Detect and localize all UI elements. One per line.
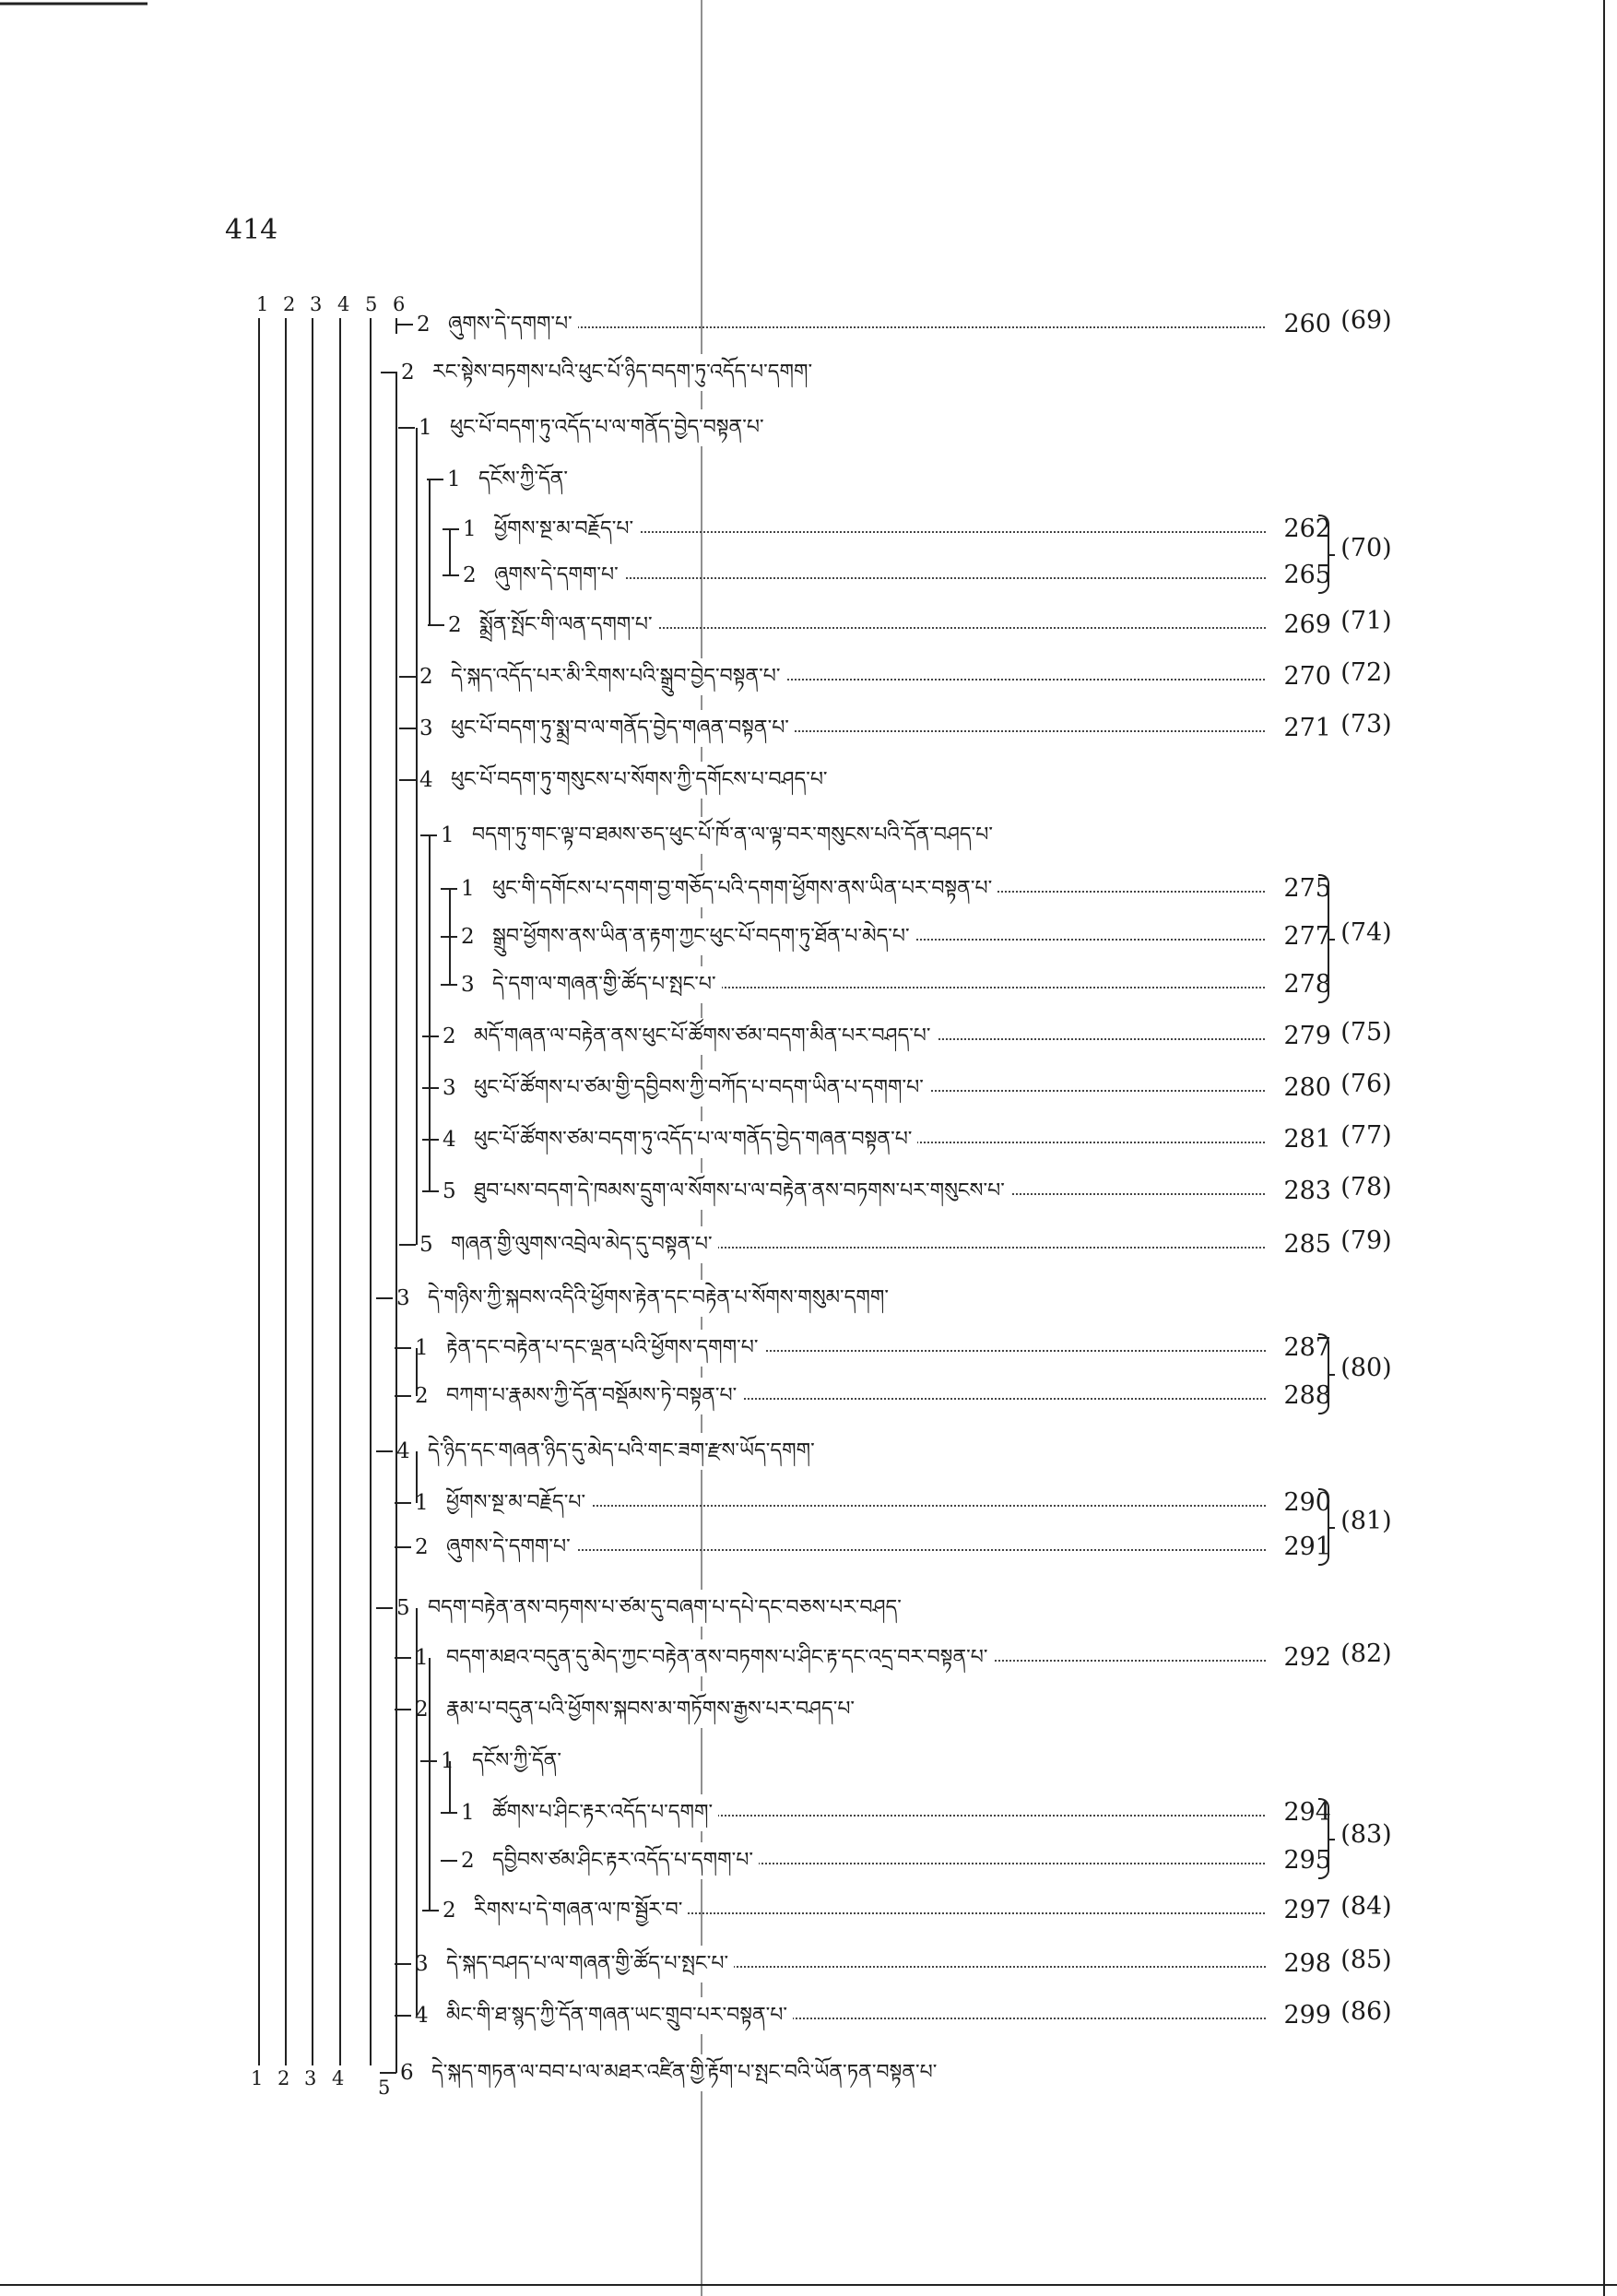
chapter-number: (79) (1340, 1226, 1392, 1255)
level-number: 6 (393, 293, 406, 315)
level-number: 3 (310, 293, 323, 315)
page-reference: 295 (1267, 1842, 1331, 1879)
chapter-number: (83) (1340, 1820, 1392, 1849)
entry-number: 3 (461, 973, 475, 997)
outline-entry (0, 2054, 1617, 2091)
entry-title: ཕྱོགས་སྔ་མ་བརྗོད་པ་ (446, 1485, 591, 1521)
entry-number: 2 (415, 1384, 429, 1408)
page-reference: 298 (1267, 1946, 1331, 1982)
entry-title: དབྱིབས་ཙམ་ཤིང་རྟར་འདོད་པ་དགག་པ་ (492, 1842, 759, 1879)
chapter-number: (81) (1340, 1507, 1392, 1535)
page-reference: 299 (1267, 1997, 1331, 2034)
entry-number: 4 (396, 1439, 410, 1463)
chapter-number: (86) (1340, 1997, 1392, 2026)
entry-number: 1 (441, 823, 454, 847)
entry-number: 3 (396, 1286, 410, 1310)
chapter-number: (84) (1340, 1892, 1392, 1921)
entry-title: རིགས་པ་དེ་གཞན་ལ་ཁ་སྦྱོར་བ་ (474, 1892, 688, 1929)
entry-number: 5 (419, 1233, 433, 1257)
entry-number: 2 (417, 313, 431, 337)
entry-number: 4 (443, 1128, 456, 1152)
entry-number: 2 (419, 665, 433, 689)
entry-title: ཕུང་པོ་ཚོགས་ཙམ་བདག་ཏུ་འདོད་པ་ལ་གནོད་བྱེད་གཞན་བསྟན་པ་ (474, 1121, 917, 1158)
entry-title: དེ་ཉིད་དང་གཞན་ཉིད་དུ་མེད་པའི་གང་ཟག་རྫས་ཡོད་དགག་ (428, 1433, 820, 1470)
outline-entry (0, 557, 1617, 594)
outline-entry (0, 409, 1617, 446)
outline-entry (0, 817, 1617, 854)
entry-number: 1 (441, 1749, 454, 1773)
entry-number: 1 (415, 1491, 429, 1515)
page-reference: 288 (1267, 1378, 1331, 1414)
entry-number: 1 (447, 467, 461, 491)
entry-title: དངོས་ཀྱི་དོན་ (472, 1743, 567, 1780)
entry-title: རྣམ་པ་བདུན་པའི་ཕྱོགས་སྐབས་མ་གཏོགས་རྒྱས་པར་བཤད་པ་ (446, 1691, 860, 1728)
entry-number: 1 (419, 416, 432, 440)
entry-number: 3 (443, 1076, 456, 1100)
entry-title: ཚོགས་པ་ཤིང་རྟར་འདོད་པ་དགག་ (492, 1794, 718, 1831)
entry-number: 2 (463, 563, 477, 587)
entry-title: རང་སྟེས་བཏགས་པའི་ཕུང་པོ་ཉིད་བདག་ཏུ་འདོད་པ་དགག་ (432, 354, 818, 391)
entry-number: 1 (415, 1646, 429, 1670)
level-number: 2 (277, 2067, 290, 2089)
outline-entry (0, 1590, 1617, 1627)
chapter-number: (82) (1340, 1639, 1392, 1668)
entry-title: ཞུགས་དེ་དགག་པ་ (448, 306, 578, 343)
page-reference: 279 (1267, 1018, 1331, 1055)
entry-title: གཞན་གྱི་ལུགས་འབྲེལ་མེད་དུ་བསྟན་པ་ (451, 1226, 718, 1263)
page-number: 414 (225, 214, 278, 246)
entry-number: 2 (461, 1849, 475, 1873)
page-reference: 290 (1267, 1485, 1331, 1521)
entry-number: 5 (443, 1179, 456, 1203)
page-reference: 270 (1267, 658, 1331, 695)
entry-title: བཀག་པ་རྣམས་ཀྱི་དོན་བསྡོམས་ཏེ་བསྟན་པ་ (446, 1378, 742, 1414)
entry-title: སྒྲུབ་ཕྱོགས་ནས་ཡིན་ན་རྟག་ཀྱང་ཕུང་པོ་བདག་ཏུ་ཐོན་པ་མེད་པ་ (492, 918, 915, 955)
page-reference: 278 (1267, 966, 1331, 1003)
grouping-brace (1318, 1798, 1329, 1879)
entry-title: སྨྲོན་སྤོང་གི་ལན་དགག་པ་ (479, 607, 658, 644)
entry-number: 2 (415, 1698, 429, 1722)
entry-title: དེ་སྐད་གཏན་ལ་བབ་པ་ལ་མཐར་འཛིན་གྱི་རྟོག་པ་སྤང་བའི་ཡོན་ཏན་བསྟན་པ་ (431, 2054, 942, 2091)
entry-number: 3 (415, 1952, 429, 1976)
chapter-number: (71) (1340, 607, 1392, 635)
chapter-number: (73) (1340, 710, 1392, 739)
chapter-number: (70) (1340, 534, 1392, 562)
entry-number: 5 (396, 1596, 410, 1620)
entry-title: ཕུང་གི་དགོངས་པ་དགག་བྱ་གཅོད་པའི་དགག་ཕྱོགས་ནས་ཡིན་པར་བསྟན་པ་ (492, 870, 997, 907)
entry-title: བདག་བརྟེན་ནས་བཏགས་པ་ཙམ་དུ་བཞག་པ་དཔེ་དང་བཅས་པར་བཤད་ (428, 1590, 907, 1627)
entry-number: 2 (401, 361, 415, 385)
entry-title: ཕུང་པོ་བདག་ཏུ་སྨྲ་བ་ལ་གནོད་བྱེད་གཞན་བསྟན་པ་ (451, 710, 795, 747)
entry-title: ཕུང་པོ་བདག་ཏུ་གསུངས་པ་སོགས་ཀྱི་དགོངས་པ་བཤད་པ་ (451, 762, 833, 799)
outline-entry (0, 461, 1617, 498)
entry-number: 1 (415, 1336, 429, 1360)
entry-title: དེ་སྐད་བཤད་པ་ལ་གཞན་གྱི་ཚོད་པ་སྤང་པ་ (446, 1946, 734, 1982)
entry-number: 2 (443, 1899, 456, 1923)
outline-entry (0, 966, 1617, 1003)
level-number: 5 (378, 2077, 391, 2099)
page-reference: 262 (1267, 511, 1331, 548)
chapter-number: (74) (1340, 918, 1392, 947)
level-number: 4 (337, 293, 350, 315)
grouping-brace (1318, 1333, 1329, 1414)
entry-number: 1 (461, 1801, 475, 1825)
page-reference: 291 (1267, 1529, 1331, 1566)
entry-title: མིང་གི་ཐ་སྙད་ཀྱི་དོན་གཞན་ཡང་གྲུབ་པར་བསྟན་པ་ (446, 1997, 793, 2034)
page-reference: 277 (1267, 918, 1331, 955)
page-reference: 297 (1267, 1892, 1331, 1929)
level-number: 3 (304, 2067, 317, 2089)
entry-title: ཕྱོགས་སྔ་མ་བརྗོད་པ་ (494, 511, 639, 548)
chapter-number: (72) (1340, 658, 1392, 687)
outline-entry (0, 762, 1617, 799)
entry-title: དེ་དག་ལ་གཞན་གྱི་ཚོད་པ་སྤང་པ་ (492, 966, 722, 1003)
grouping-brace (1318, 874, 1329, 1003)
page-reference: 275 (1267, 870, 1331, 907)
grouping-brace (1318, 1488, 1329, 1566)
entry-title: ཞུགས་དེ་དགག་པ་ (446, 1529, 576, 1566)
chapter-number: (80) (1340, 1354, 1392, 1382)
entry-number: 2 (415, 1535, 429, 1559)
chapter-number: (76) (1340, 1070, 1392, 1098)
entry-number: 1 (463, 517, 477, 541)
level-number: 5 (365, 293, 378, 315)
level-number: 1 (256, 293, 269, 315)
page-reference: 260 (1267, 306, 1331, 343)
entry-title: ཕུང་པོ་ཚོགས་པ་ཙམ་གྱི་དབྱིབས་ཀྱི་བཀོད་པ་བདག་ཡིན་པ་དགག་པ་ (474, 1070, 929, 1107)
entry-title: བདག་ཏུ་གང་ལྟ་བ་ཐམས་ཅད་ཕུང་པོ་ཁོ་ན་ལ་ལྟ་བར་གསུངས་པའི་དོན་བཤད་པ་ (472, 817, 998, 854)
grouping-brace (1318, 515, 1329, 594)
chapter-number: (69) (1340, 306, 1392, 335)
page-reference: 265 (1267, 557, 1331, 594)
entry-number: 1 (461, 877, 475, 901)
outline-entry (0, 1280, 1617, 1317)
entry-number: 2 (443, 1024, 456, 1048)
entry-number: 2 (448, 613, 462, 637)
level-number: 2 (283, 293, 296, 315)
page-reference: 281 (1267, 1121, 1331, 1158)
entry-number: 3 (419, 716, 433, 740)
entry-title: དེ་གཉིས་ཀྱི་སྐབས་འདིའི་ཕྱོགས་རྟེན་དང་བརྟེན་པ་སོགས་གསུམ་དགག་ (428, 1280, 894, 1317)
entry-title: ཐུབ་པས་བདག་དེ་ཁམས་དྲུག་ལ་སོགས་པ་ལ་བརྟེན་ནས་བཏགས་པར་གསུངས་པ་ (474, 1173, 1010, 1210)
outline-entry (0, 1433, 1617, 1470)
page-reference: 271 (1267, 710, 1331, 747)
entry-title: རྟེན་དང་བརྟེན་པ་དང་ལྡན་པའི་ཕྱོགས་དགག་པ་ (446, 1330, 764, 1367)
level-number: 1 (251, 2067, 264, 2089)
chapter-number: (77) (1340, 1121, 1392, 1150)
chapter-number: (75) (1340, 1018, 1392, 1047)
outline-entry (0, 1743, 1617, 1780)
entry-number: 2 (461, 925, 475, 949)
outline-entry (0, 870, 1617, 907)
entry-number: 6 (400, 2061, 414, 2085)
outline-entry (0, 354, 1617, 391)
chapter-number: (85) (1340, 1946, 1392, 1974)
entry-title: ཞུགས་དེ་དགག་པ་ (494, 557, 624, 594)
page-reference: 280 (1267, 1070, 1331, 1107)
page-reference: 285 (1267, 1226, 1331, 1263)
page-reference: 269 (1267, 607, 1331, 644)
chapter-number: (78) (1340, 1173, 1392, 1201)
level-number: 4 (332, 2067, 345, 2089)
entry-title: དེ་སྐད་འདོད་པར་མི་རིགས་པའི་སྒྲུབ་བྱེད་བསྟན་པ་ (451, 658, 786, 695)
entry-title: མདོ་གཞན་ལ་བརྟེན་ནས་ཕུང་པོ་ཚོགས་ཙམ་བདག་མིན་པར་བཤད་པ་ (474, 1018, 937, 1055)
outline-entry (0, 1691, 1617, 1728)
entry-title: དངོས་ཀྱི་དོན་ (478, 461, 573, 498)
page-reference: 283 (1267, 1173, 1331, 1210)
entry-title: བདག་མཐའ་བདུན་དུ་མེད་ཀྱང་བརྟེན་ནས་བཏགས་པ་ཤིང་རྟ་དང་འདྲ་བར་བསྟན་པ་ (446, 1639, 994, 1676)
page-reference: 287 (1267, 1330, 1331, 1367)
entry-title: ཕུང་པོ་བདག་ཏུ་འདོད་པ་ལ་གནོད་བྱེད་བསྟན་པ་ (450, 409, 770, 446)
page-reference: 294 (1267, 1794, 1331, 1831)
page-reference: 292 (1267, 1639, 1331, 1676)
outline-entry (0, 1378, 1617, 1414)
entry-number: 4 (419, 768, 433, 792)
entry-number: 4 (415, 2004, 429, 2028)
